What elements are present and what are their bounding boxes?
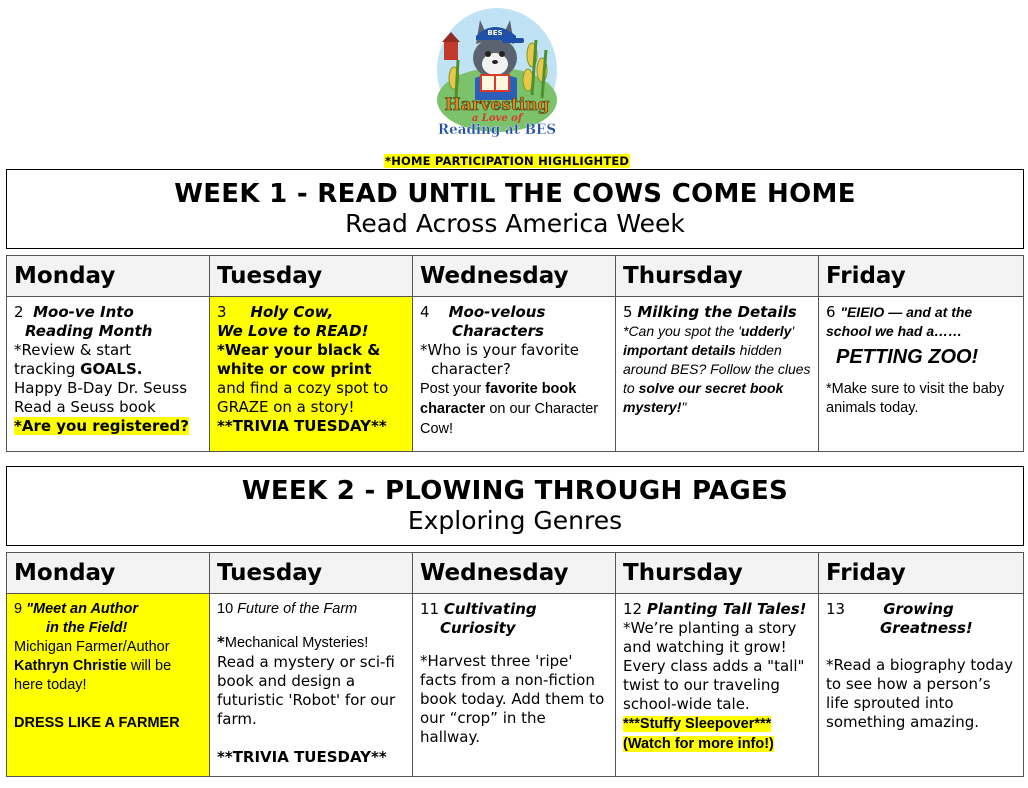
week2-monday-cell [7, 594, 210, 777]
dress-like-farmer: DRESS LIKE A FARMER [14, 715, 180, 731]
event-title-line2: in the Field! [46, 620, 128, 636]
event-line: *Harvest three 'ripe' facts from a non-fiction book today. Add them to our “crop” in the hallway. [420, 652, 605, 746]
event-line: and find a cozy spot to GRAZE on a story! [217, 379, 389, 416]
date-number: 9 [14, 601, 23, 617]
week2-day-monday: Monday [7, 553, 210, 594]
event-line: " [681, 399, 687, 415]
watch-for-info: (Watch for more info!) [623, 736, 774, 752]
week2-tuesday-cell [210, 594, 413, 777]
event-title: Planting Tall Tales! [646, 600, 807, 618]
week1-thursday-cell [616, 297, 819, 452]
week1-monday-cell [7, 297, 210, 452]
event-line: tracking [14, 360, 81, 378]
event-line: on our Character Cow! [420, 401, 599, 437]
event-line: Mechanical Mysteries! [224, 635, 369, 651]
event-line: Michigan Farmer/Author [14, 639, 170, 655]
event-title-line2: Reading Month [25, 322, 153, 340]
event-title-line2: Characters [452, 322, 544, 340]
week2-day-wednesday: Wednesday [413, 553, 616, 594]
svg-text:a Love of: a Love of [471, 113, 523, 124]
week2-day-friday: Friday [819, 553, 1024, 594]
svg-text:Reading at BES: Reading at BES [437, 122, 557, 138]
week1-subtitle: Read Across America Week [345, 209, 685, 238]
harvesting-reading-logo [432, 0, 562, 146]
week2-thursday-cell [616, 594, 819, 777]
event-title: Moo-ve Into [33, 303, 134, 321]
week1-friday-cell [819, 297, 1024, 452]
week2-wednesday-cell [413, 594, 616, 777]
event-emphasis: favorite book character [420, 381, 577, 417]
event-title-line2: Greatness! [880, 619, 973, 637]
home-participation-note: *HOME PARTICIPATION HIGHLIGHTED [385, 154, 630, 168]
event-emphasis: solve our secret book mystery! [623, 380, 784, 415]
event-line: character? [431, 360, 511, 378]
event-title: "EIEIO — and at the school we had a…… [826, 304, 973, 339]
event-line: *Who is your favorite [420, 341, 580, 359]
author-name: Kathryn Christie [14, 658, 127, 674]
event-emphasis: important details [623, 342, 736, 358]
date-number: 11 [420, 600, 440, 618]
event-title-line2: Curiosity [440, 619, 516, 637]
week2-friday-cell [819, 594, 1024, 777]
event-line: Happy B-Day Dr. Seuss [14, 379, 188, 397]
event-title: Holy Cow, [250, 303, 334, 321]
event-title: Cultivating [443, 600, 537, 618]
week2-subtitle: Exploring Genres [407, 506, 623, 535]
week2-day-tuesday: Tuesday [210, 553, 413, 594]
event-title: "Meet an Author [26, 601, 138, 617]
date-number: 3 [217, 303, 227, 321]
week1-calendar [6, 255, 1024, 452]
week1-day-friday: Friday [819, 256, 1024, 297]
week2-title: WEEK 2 - PLOWING THROUGH PAGES [241, 476, 789, 506]
event-title: Future of the Farm [237, 601, 358, 617]
event-line: *Make sure to visit the baby animals today. [826, 381, 1005, 416]
week2-banner [6, 466, 1024, 546]
week1-banner [6, 169, 1024, 249]
event-line: *Wear your black & white or cow print [217, 341, 381, 378]
event-line: will be here today! [14, 658, 172, 693]
trivia-tuesday: **TRIVIA TUESDAY** [217, 417, 387, 435]
date-number: 10 [217, 601, 234, 617]
week2-calendar [6, 552, 1024, 777]
petting-zoo-label: PETTING ZOO! [836, 346, 979, 368]
date-number: 13 [826, 600, 846, 618]
svg-text:Harvesting: Harvesting [444, 95, 550, 115]
week1-title: WEEK 1 - READ UNTIL THE COWS COME HOME [174, 179, 856, 209]
date-number: 5 [623, 303, 633, 321]
week2-day-thursday: Thursday [616, 553, 819, 594]
week1-day-wednesday: Wednesday [413, 256, 616, 297]
week1-day-thursday: Thursday [616, 256, 819, 297]
event-title: Moo-velous [448, 303, 546, 321]
date-number: 12 [623, 600, 643, 618]
event-line: Read a mystery or sci-fi book and design a futuristic 'Robot' for our farm. [217, 653, 396, 728]
event-emphasis: * [217, 633, 225, 651]
week1-day-monday: Monday [7, 256, 210, 297]
week1-tuesday-cell [210, 297, 413, 452]
event-line: *We’re planting a story and watching it grow! Every class adds a "tall" twist to our traveling school-wide tale. [623, 619, 805, 713]
event-line: hidden around BES? Follow the clues to [623, 342, 811, 396]
date-number: 6 [826, 303, 836, 321]
stuffy-sleepover: ***Stuffy Sleepover*** [623, 716, 772, 732]
event-line: *Read a biography today to see how a person’s life sprouted into something amazing. [826, 656, 1013, 731]
trivia-tuesday: **TRIVIA TUESDAY** [217, 748, 387, 766]
event-title: Milking the Details [637, 303, 797, 321]
event-line: Post your [420, 381, 486, 397]
event-line: Read a Seuss book [14, 398, 156, 416]
event-emphasis: udderly [740, 323, 792, 339]
event-line: *Review & start [14, 341, 132, 359]
event-emphasis: GOALS. [80, 360, 143, 378]
event-line: ' [791, 323, 795, 339]
registration-reminder: *Are you registered? [14, 417, 189, 435]
event-line: *Can you spot the ' [623, 323, 741, 339]
event-title: Growing [883, 600, 954, 618]
date-number: 2 [14, 303, 24, 321]
date-number: 4 [420, 303, 430, 321]
event-title-line2: We Love to READ! [217, 322, 369, 340]
week1-day-tuesday: Tuesday [210, 256, 413, 297]
week1-wednesday-cell [413, 297, 616, 452]
svg-text:BES: BES [487, 29, 503, 37]
